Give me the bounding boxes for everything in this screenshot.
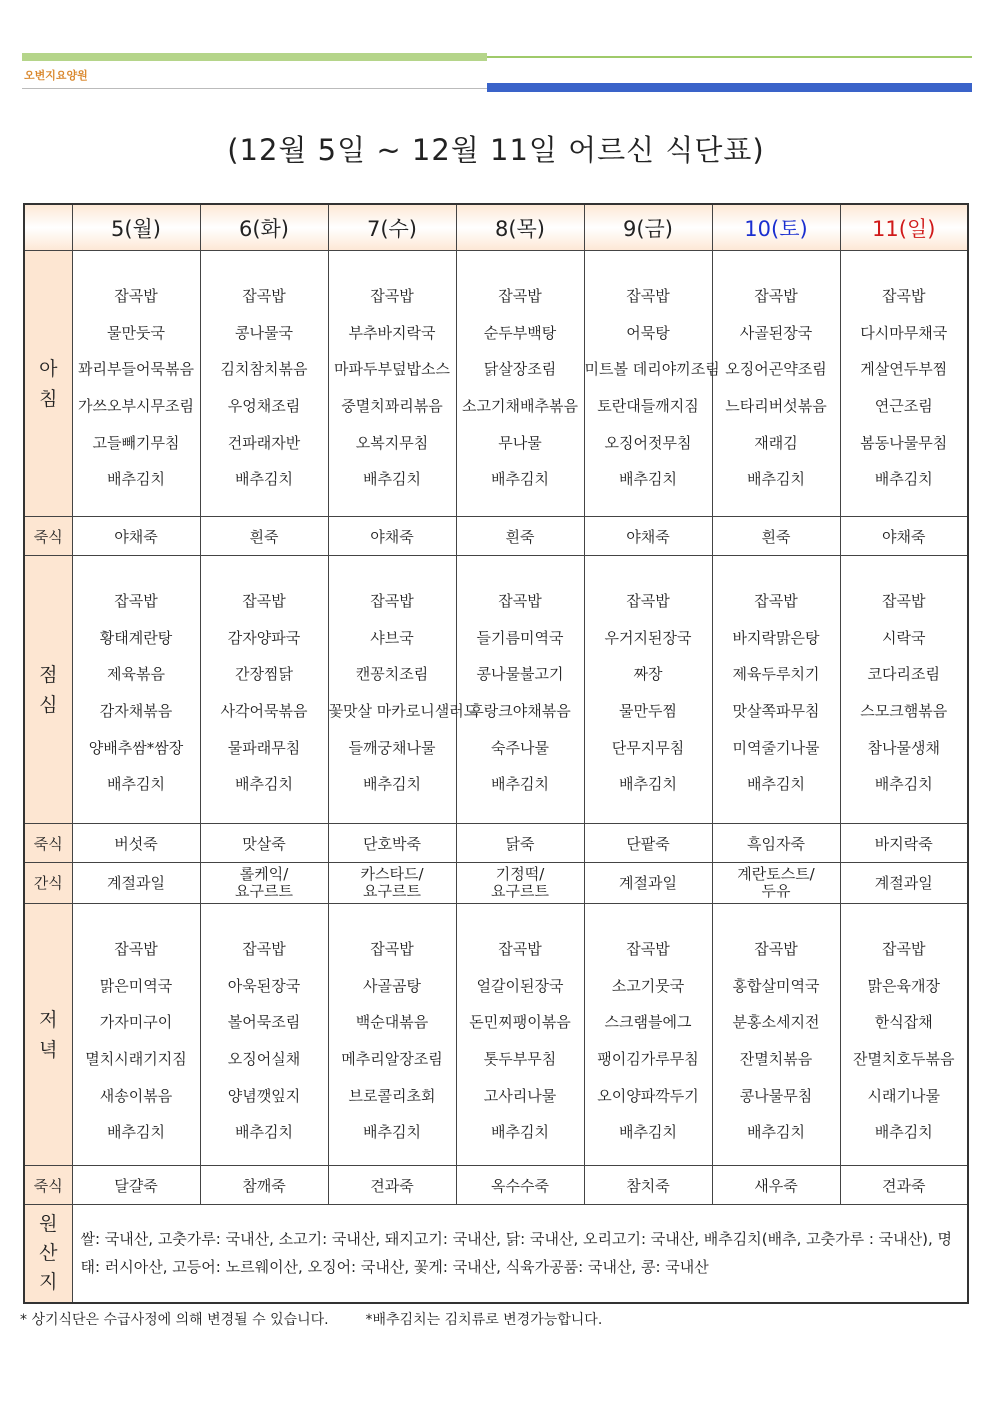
menu-item: 들깨궁채나물: [348, 738, 436, 757]
juk-cell-wed: 야채죽: [328, 517, 456, 556]
juk-cell-mon: 달걀죽: [72, 1166, 200, 1205]
menu-item: 배추김치: [491, 470, 549, 489]
footnote-2: *배추김치는 김치류로 변경가능합니다.: [365, 1312, 603, 1328]
lunch-cell-sat: [712, 556, 840, 824]
menu-item: 물만두찜: [619, 702, 677, 721]
lunch-juk-row: [24, 824, 968, 863]
menu-item: 홍합살미역국: [732, 976, 820, 995]
menu-item: 시래기나물: [867, 1086, 940, 1105]
menu-item: 맑은육개장: [867, 976, 940, 995]
menu-item: 우거지된장국: [604, 628, 692, 647]
menu-item: 배추김치: [619, 1123, 677, 1142]
menu-item: 분홍소세지전: [732, 1013, 820, 1032]
juk-cell-tue: 참깨죽: [200, 1166, 328, 1205]
menu-item: 한식잡채: [874, 1013, 933, 1032]
menu-item: 얼갈이된장국: [476, 976, 564, 995]
juk-cell-thu: 흰죽: [456, 517, 584, 556]
juk-label: 죽식: [24, 824, 72, 863]
menu-item: 잡곡밥: [882, 287, 926, 305]
menu-item: 잡곡밥: [626, 287, 670, 305]
menu-item: 잡곡밥: [370, 287, 414, 305]
juk-label: 죽식: [24, 517, 72, 556]
snack-cell-tue: [200, 863, 328, 904]
menu-item: 봄동나물무침: [860, 433, 948, 452]
day-header-sun: 11(일): [840, 204, 968, 251]
origin-text: 쌀: 국내산, 고춧가루: 국내산, 소고기: 국내산, 돼지고기: 국내산, 닭: 국내산, 오리고기: 국내산, 배추김치(배추, 고춧가루 : 국내산), 명태: 러시아산, 고등어: 노르웨이산, 오징어: 국내산, 꽃게: 국내산, 식육가공품: 국내산, 콩: 국내산: [72, 1205, 968, 1303]
snack-cell-mon: [72, 863, 200, 904]
day-header-tue: 6(화): [200, 204, 328, 251]
menu-item: 콩나물국: [235, 323, 293, 342]
menu-item: 참나물생채: [867, 738, 940, 757]
menu-item: 고들빼기무침: [92, 433, 180, 452]
menu-item: 물파래무침: [227, 738, 301, 757]
day-header-fri: 9(금): [584, 204, 712, 251]
menu-item: 배추김치: [107, 1123, 165, 1142]
dinner-cell-thu: [456, 904, 584, 1166]
menu-item: 다시마무채국: [860, 323, 948, 342]
menu-item: 소고기채배추볶음: [462, 397, 578, 416]
header-blue-bar: [487, 83, 972, 92]
menu-item: 잡곡밥: [626, 592, 670, 610]
lunch-label: [24, 556, 72, 824]
menu-item: 배추김치: [619, 470, 677, 489]
juk-cell-sat: 흑임자죽: [712, 824, 840, 863]
menu-item: 배추김치: [491, 1123, 549, 1142]
menu-item: 오복지무침: [355, 433, 429, 452]
page-title: (12월 5일 ~ 12월 11일 어르신 식단표): [227, 133, 765, 167]
menu-item: 우엉채조림: [227, 397, 301, 416]
menu-item: 무나물: [498, 433, 542, 452]
label-char: 심: [39, 693, 58, 716]
menu-item: 마파두부덮밥소스: [334, 360, 450, 379]
menu-item: 오징어젓무침: [604, 433, 692, 452]
lunch-row: [24, 556, 968, 824]
menu-item: 콩나물무침: [739, 1086, 813, 1105]
menu-item: 오이양파깍두기: [597, 1086, 699, 1105]
menu-item: 가자미구이: [99, 1013, 173, 1032]
menu-item: 새송이볶음: [99, 1086, 173, 1105]
menu-item: 잡곡밥: [114, 940, 158, 958]
label-char: 점: [39, 663, 58, 686]
lunch-cell-thu: [456, 556, 584, 824]
menu-item: 오징어실채: [227, 1050, 301, 1069]
menu-item: 느타리버섯볶음: [725, 397, 827, 416]
dinner-cell-sun: [840, 904, 968, 1166]
menu-item: 잡곡밥: [242, 592, 286, 610]
menu-item: 건파래자반: [227, 433, 301, 452]
menu-item: 배추김치: [235, 1123, 293, 1142]
menu-item: 어묵탕: [626, 323, 670, 342]
day-header-thu: 8(목): [456, 204, 584, 251]
menu-item: 배추김치: [107, 775, 165, 794]
juk-cell-tue: 맛살죽: [200, 824, 328, 863]
menu-item: 양념깻잎지: [227, 1086, 301, 1105]
snack-line: 요구르트: [363, 882, 421, 900]
juk-cell-mon: 버섯죽: [72, 824, 200, 863]
menu-item: 잡곡밥: [242, 287, 286, 305]
label-char: 지: [39, 1270, 58, 1293]
menu-item: 간장찜닭: [235, 665, 293, 684]
snack-cell-fri: [584, 863, 712, 904]
breakfast-cell-sat: [712, 251, 840, 517]
snack-label: 간식: [24, 863, 72, 904]
day-header-sat: 10(토): [712, 204, 840, 251]
menu-item: 후랑크야채볶음: [469, 702, 571, 721]
menu-item: 잔멸치호두볶음: [853, 1050, 955, 1069]
menu-item: 배추김치: [874, 1123, 933, 1142]
menu-item: 들기름미역국: [476, 628, 564, 647]
breakfast-cell-sun: [840, 251, 968, 517]
menu-item: 배추김치: [874, 470, 933, 489]
label-char: 산: [39, 1241, 58, 1264]
day-header-mon: 5(월): [72, 204, 200, 251]
menu-item: 중멸치꽈리볶음: [341, 397, 443, 416]
menu-item: 캔꽁치조림: [355, 665, 429, 684]
breakfast-cell-mon: [72, 251, 200, 517]
menu-item: 아욱된장국: [227, 976, 301, 995]
menu-item: 부추바지락국: [348, 323, 436, 342]
menu-item: 볼어묵조림: [227, 1013, 301, 1032]
menu-item: 꽈리부들어묵볶음: [78, 360, 194, 379]
menu-item: 토란대들깨지짐: [597, 397, 699, 416]
menu-item: 제육볶음: [107, 665, 165, 684]
label-char: 원: [39, 1212, 58, 1235]
snack-line: 계란토스트/: [737, 865, 815, 883]
menu-item: 메추리알장조림: [341, 1050, 443, 1069]
footnote-1: * 상기식단은 수급사정에 의해 변경될 수 있습니다.: [20, 1312, 329, 1328]
menu-item: 숙주나물: [491, 738, 549, 757]
juk-cell-thu: 옥수수죽: [456, 1166, 584, 1205]
dinner-cell-wed: [328, 904, 456, 1166]
snack-cell-thu: [456, 863, 584, 904]
menu-item: 브로콜리초회: [348, 1086, 436, 1105]
snack-line: 두유: [761, 882, 791, 900]
menu-table: [23, 203, 969, 1304]
menu-item: 샤브국: [370, 628, 414, 647]
menu-item: 잡곡밥: [370, 940, 414, 958]
menu-item: 잡곡밥: [626, 940, 670, 958]
snack-line: 계절과일: [619, 873, 677, 892]
juk-cell-mon: 야채죽: [72, 517, 200, 556]
menu-item: 소고기뭇국: [611, 976, 685, 995]
menu-item: 배추김치: [107, 470, 165, 489]
day-header-row: [24, 204, 968, 251]
menu-item: 배추김치: [235, 470, 293, 489]
dinner-cell-tue: [200, 904, 328, 1166]
menu-item: 잡곡밥: [114, 287, 158, 305]
menu-item: 사각어묵볶음: [220, 702, 308, 721]
menu-item: 제육두루치기: [732, 665, 820, 684]
menu-item: 배추김치: [747, 1123, 805, 1142]
menu-item: 맛살쪽파무침: [732, 702, 820, 721]
facility-name: 오변지요양원: [24, 69, 88, 82]
menu-item: 양배추쌈*쌈장: [88, 738, 184, 757]
menu-item: 고사리나물: [483, 1086, 557, 1105]
menu-item: 콩나물불고기: [476, 665, 564, 684]
menu-item: 닭살장조림: [483, 360, 557, 379]
snack-line: 카스타드/: [360, 865, 424, 883]
snack-line: 롤케익/: [239, 865, 289, 883]
menu-item: 배추김치: [747, 470, 805, 489]
menu-item: 배추김치: [874, 775, 933, 794]
menu-item: 연근조림: [874, 397, 933, 416]
juk-cell-wed: 단호박죽: [328, 824, 456, 863]
juk-cell-sun: 바지락죽: [840, 824, 968, 863]
menu-item: 배추김치: [619, 775, 677, 794]
footnotes: [20, 1309, 602, 1329]
header-green-line: [487, 56, 972, 58]
juk-cell-sun: 야채죽: [840, 517, 968, 556]
menu-item: 잡곡밥: [242, 940, 286, 958]
header-corner: [24, 204, 72, 251]
menu-item: 황태계란탕: [99, 628, 173, 647]
breakfast-row: [24, 251, 968, 517]
menu-item: 사골된장국: [739, 323, 813, 342]
dinner-cell-fri: [584, 904, 712, 1166]
breakfast-juk-row: [24, 517, 968, 556]
menu-item: 배추김치: [363, 775, 421, 794]
snack-line: 계절과일: [107, 873, 165, 892]
origin-row: [24, 1205, 968, 1303]
menu-item: 단무지무침: [611, 738, 685, 757]
menu-item: 시락국: [882, 628, 926, 647]
menu-item: 돈민찌팽이볶음: [469, 1013, 571, 1032]
menu-item: 감자양파국: [227, 628, 301, 647]
menu-item: 미역줄기나물: [732, 738, 820, 757]
menu-item: 코다리조림: [867, 665, 940, 684]
menu-item: 잡곡밥: [754, 940, 798, 958]
menu-item: 백순대볶음: [355, 1013, 429, 1032]
menu-item: 미트볼 데리야끼조림: [584, 360, 720, 379]
menu-item: 잡곡밥: [882, 940, 926, 958]
juk-cell-fri: 야채죽: [584, 517, 712, 556]
label-char: 저: [39, 1008, 58, 1031]
juk-cell-thu: 닭죽: [456, 824, 584, 863]
lunch-cell-fri: [584, 556, 712, 824]
breakfast-label: [24, 251, 72, 517]
menu-item: 잡곡밥: [114, 592, 158, 610]
menu-item: 가쓰오부시무조림: [78, 397, 194, 416]
menu-item: 사골곰탕: [363, 976, 421, 995]
breakfast-cell-thu: [456, 251, 584, 517]
dinner-cell-mon: [72, 904, 200, 1166]
label-char: 녁: [39, 1038, 58, 1061]
menu-item: 배추김치: [491, 775, 549, 794]
header-gray-line: [22, 88, 487, 89]
juk-cell-sat: 흰죽: [712, 517, 840, 556]
menu-item: 재래김: [754, 433, 798, 452]
menu-item: 팽이김가루무침: [597, 1050, 699, 1069]
menu-item: 스크램블에그: [604, 1013, 692, 1032]
lunch-cell-sun: [840, 556, 968, 824]
juk-cell-fri: 참치죽: [584, 1166, 712, 1205]
juk-cell-tue: 흰죽: [200, 517, 328, 556]
menu-item: 꽃맛살 마카로니샐러드: [328, 701, 479, 720]
snack-line: 요구르트: [491, 882, 549, 900]
juk-cell-fri: 단팥죽: [584, 824, 712, 863]
dinner-label: [24, 904, 72, 1166]
menu-item: 잡곡밥: [370, 592, 414, 610]
snack-row: [24, 863, 968, 904]
label-char: 아: [39, 357, 58, 380]
dinner-cell-sat: [712, 904, 840, 1166]
menu-item: 잡곡밥: [754, 287, 798, 305]
snack-cell-sat: [712, 863, 840, 904]
menu-item: 맑은미역국: [99, 976, 173, 995]
lunch-cell-mon: [72, 556, 200, 824]
juk-cell-wed: 견과죽: [328, 1166, 456, 1205]
menu-item: 배추김치: [363, 470, 421, 489]
header-green-bar: [22, 53, 487, 61]
menu-item: 톳두부무침: [483, 1050, 557, 1069]
menu-item: 배추김치: [363, 1123, 421, 1142]
menu-item: 잔멸치볶음: [739, 1050, 813, 1069]
dinner-row: [24, 904, 968, 1166]
menu-item: 바지락맑은탕: [732, 628, 820, 647]
menu-item: 배추김치: [235, 775, 293, 794]
menu-item: 멸치시래기지짐: [85, 1050, 187, 1069]
snack-cell-sun: [840, 863, 968, 904]
menu-item: 김치참치볶음: [220, 360, 308, 379]
menu-item: 잡곡밥: [498, 287, 542, 305]
snack-cell-wed: [328, 863, 456, 904]
menu-item: 배추김치: [747, 775, 805, 794]
menu-item: 순두부백탕: [483, 323, 557, 342]
day-header-wed: 7(수): [328, 204, 456, 251]
menu-item: 오징어곤약조림: [725, 360, 827, 379]
snack-line: 기정떡/: [495, 865, 545, 883]
snack-line: 계절과일: [874, 873, 933, 892]
menu-item: 잡곡밥: [498, 592, 542, 610]
juk-label: 죽식: [24, 1166, 72, 1205]
juk-cell-sat: 새우죽: [712, 1166, 840, 1205]
menu-item: 게살연두부찜: [860, 360, 948, 379]
menu-item: 잡곡밥: [882, 592, 926, 610]
menu-item: 물만둣국: [107, 323, 165, 342]
lunch-cell-wed: [328, 556, 479, 824]
label-char: 침: [39, 387, 58, 410]
snack-line: 요구르트: [235, 882, 293, 900]
menu-item: 감자채볶음: [99, 702, 173, 721]
breakfast-cell-fri: [584, 251, 720, 517]
menu-item: 잡곡밥: [754, 592, 798, 610]
dinner-juk-row: [24, 1166, 968, 1205]
lunch-cell-tue: [200, 556, 328, 824]
origin-label: [24, 1205, 72, 1303]
menu-item: 짜장: [633, 665, 663, 684]
juk-cell-sun: 견과죽: [840, 1166, 968, 1205]
breakfast-cell-tue: [200, 251, 328, 517]
breakfast-cell-wed: [328, 251, 456, 517]
menu-item: 스모크햄볶음: [860, 702, 948, 721]
menu-item: 잡곡밥: [498, 940, 542, 958]
